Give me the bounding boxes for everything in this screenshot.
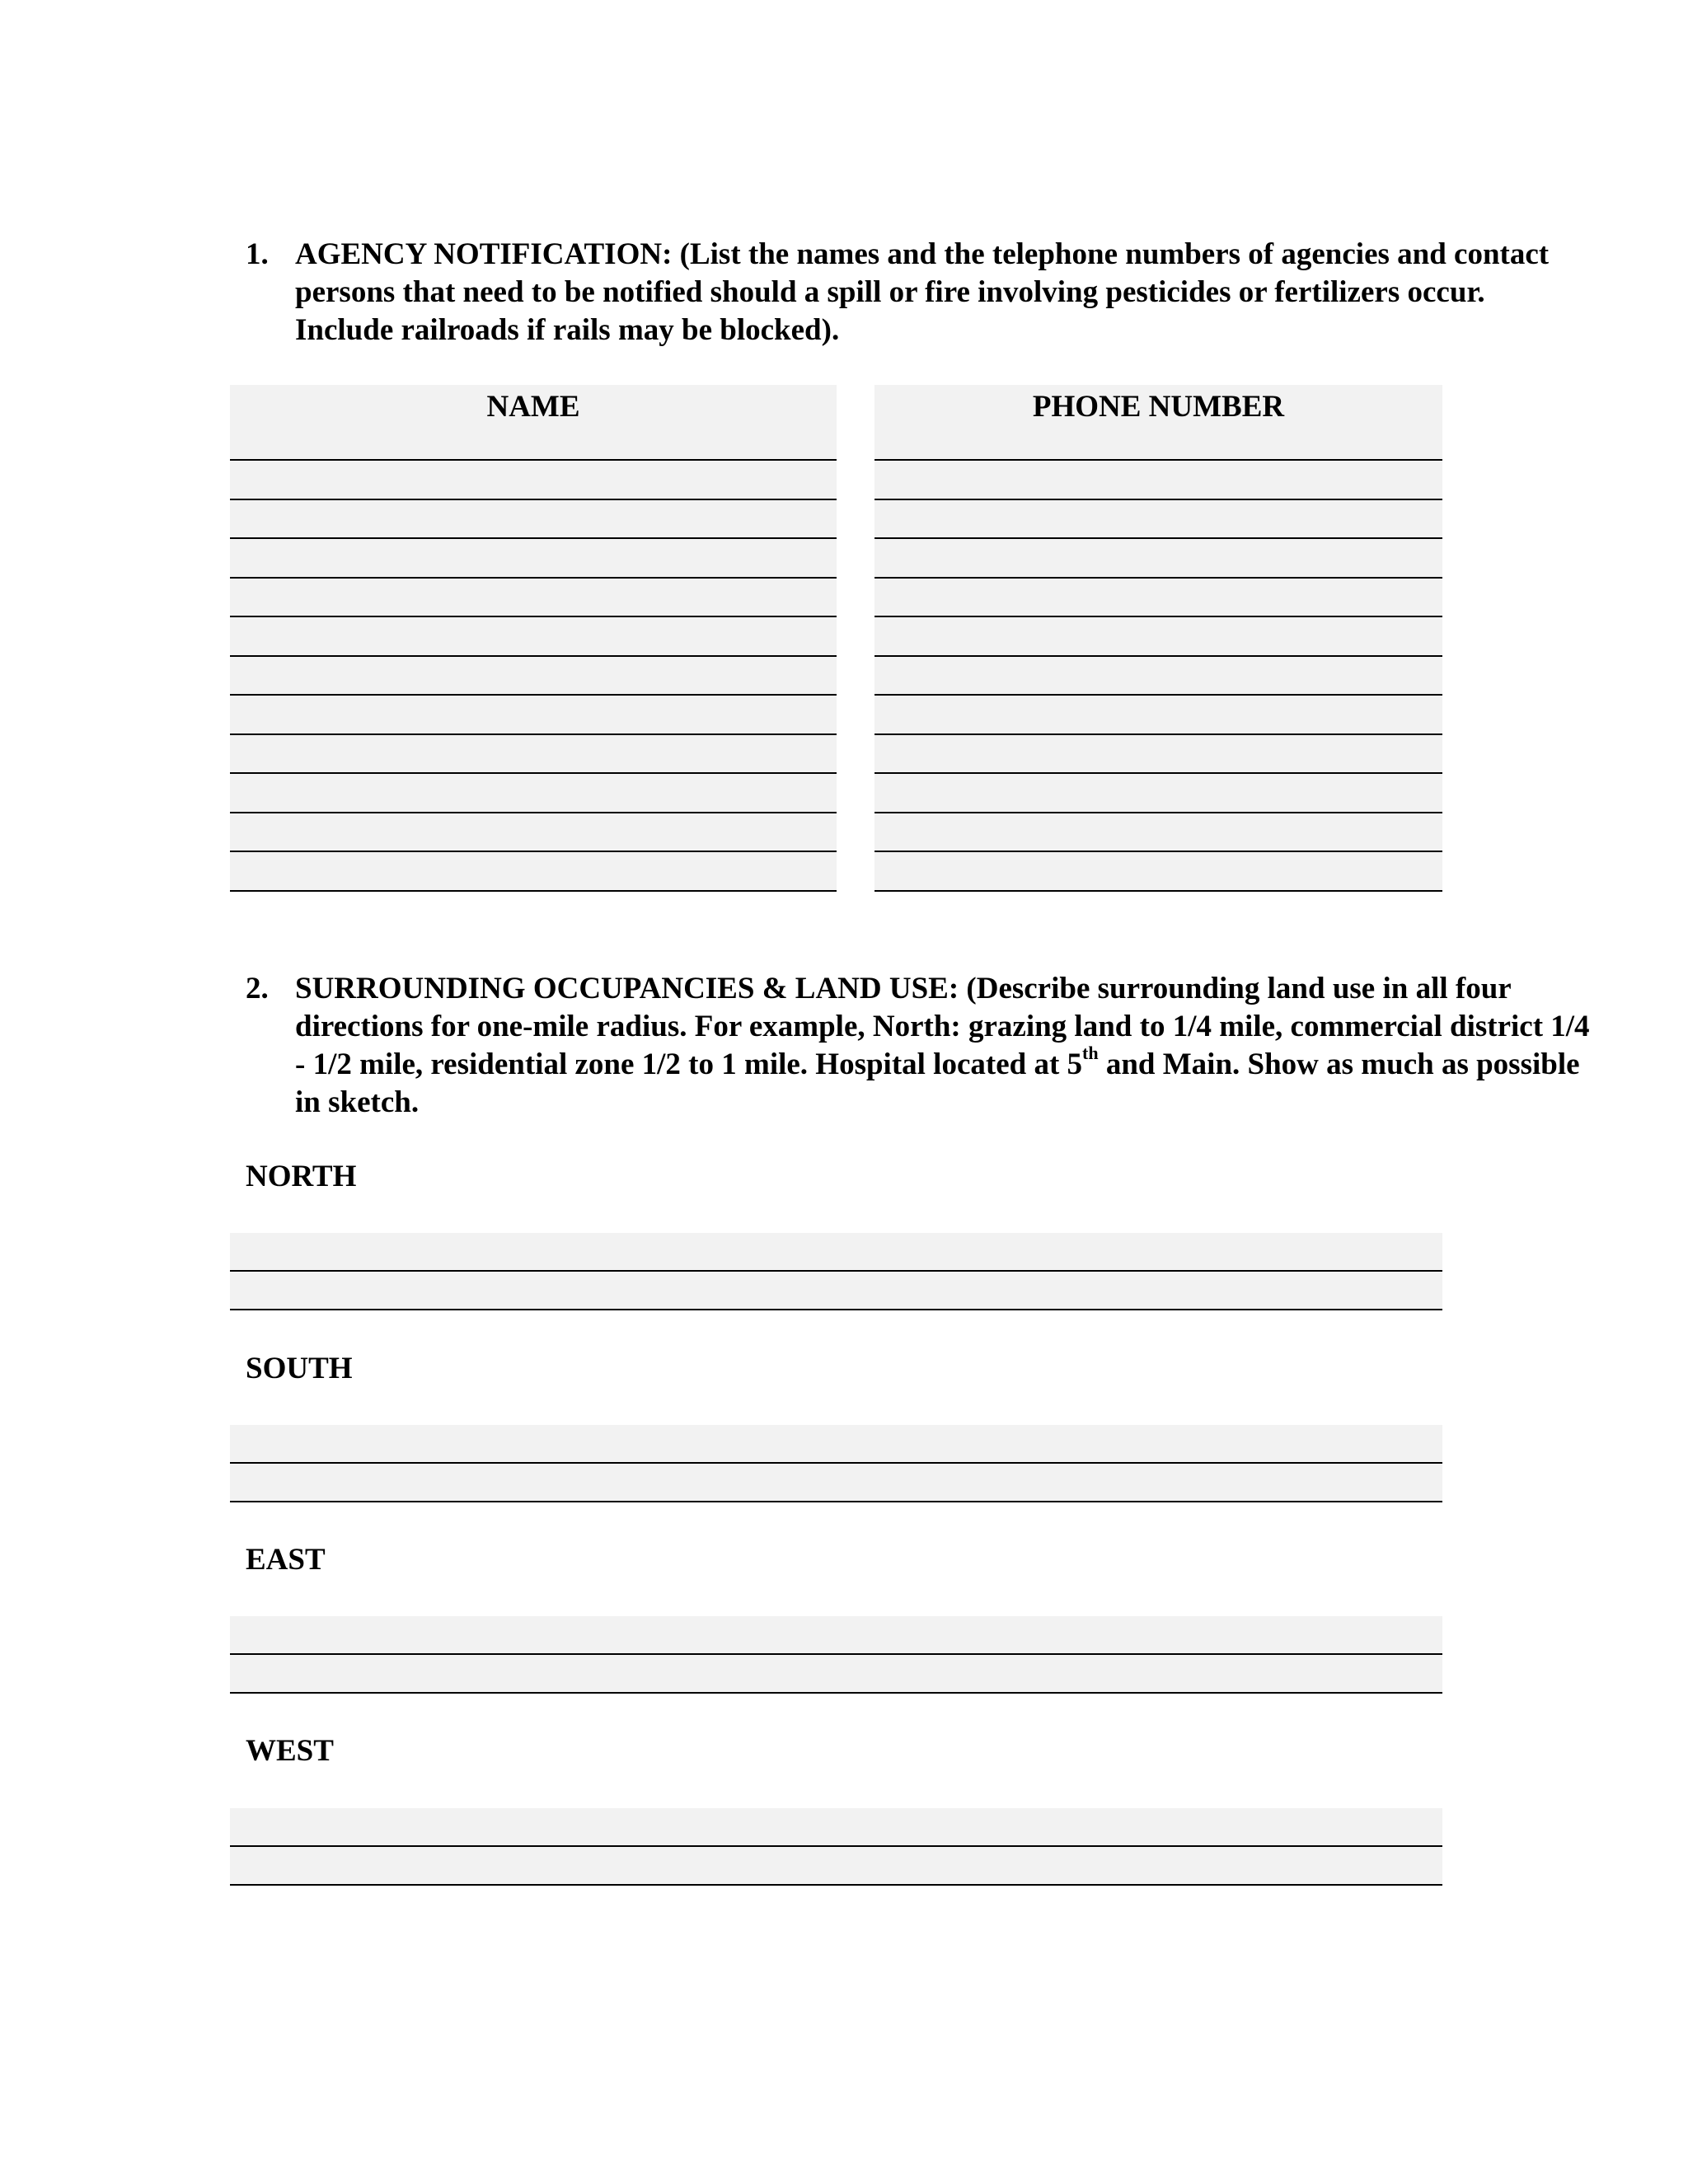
section-1-heading-text: AGENCY NOTIFICATION: (List the names and the telephone numbers of agencies and contact persons that need to be notified should a spill or fire involving pesticides or fertilizers occur. Include railroads if rails may be blocked). xyxy=(295,237,1550,347)
name-entry-line[interactable] xyxy=(230,852,837,892)
east-entry-line[interactable] xyxy=(230,1616,1442,1655)
west-label: WEST xyxy=(246,1734,334,1768)
name-entry-line[interactable] xyxy=(230,579,837,618)
north-entry-line[interactable] xyxy=(230,1233,1442,1272)
phone-entry-line[interactable] xyxy=(874,774,1442,813)
west-lines xyxy=(230,1808,1442,1886)
east-label: EAST xyxy=(246,1543,326,1577)
phone-entry-line[interactable] xyxy=(874,617,1442,657)
name-entry-line[interactable] xyxy=(230,696,837,735)
section-2-heading xyxy=(246,970,1597,1122)
name-entry-line[interactable] xyxy=(230,735,837,775)
section-1-number: 1. xyxy=(246,237,269,271)
name-entry-line[interactable] xyxy=(230,539,837,579)
section-2-heading-text: SURROUNDING OCCUPANCIES & LAND USE: (Describe surrounding land use in all four directions for one-mile radius. For example, North: grazing land to 1/4 mile, commercial district 1/4 - 1/2 mile, residential zone 1/2 to 1 mile. Hospital located at 5th and Main. Show as much as possible in sketch. xyxy=(295,972,1590,1119)
name-column-header: NAME xyxy=(230,385,837,461)
ordinal-superscript: th xyxy=(1082,1043,1099,1063)
north-entry-line[interactable] xyxy=(230,1272,1442,1310)
west-entry-line[interactable] xyxy=(230,1847,1442,1886)
name-entry-line[interactable] xyxy=(230,617,837,657)
phone-entry-line[interactable] xyxy=(874,500,1442,540)
west-entry-line[interactable] xyxy=(230,1808,1442,1847)
name-entry-line[interactable] xyxy=(230,813,837,853)
name-entry-line[interactable] xyxy=(230,774,837,813)
south-entry-line[interactable] xyxy=(230,1464,1442,1502)
phone-entry-line[interactable] xyxy=(874,461,1442,500)
name-column xyxy=(230,385,837,892)
phone-entry-line[interactable] xyxy=(874,813,1442,853)
phone-entry-line[interactable] xyxy=(874,852,1442,892)
phone-entry-line[interactable] xyxy=(874,657,1442,696)
north-label: NORTH xyxy=(246,1160,357,1193)
section-2-number: 2. xyxy=(246,972,269,1005)
north-lines xyxy=(230,1233,1442,1310)
name-entry-line[interactable] xyxy=(230,461,837,500)
phone-entry-line[interactable] xyxy=(874,735,1442,775)
phone-entry-line[interactable] xyxy=(874,579,1442,618)
south-lines xyxy=(230,1425,1442,1502)
south-label: SOUTH xyxy=(246,1352,353,1385)
name-entry-line[interactable] xyxy=(230,657,837,696)
section-1-heading xyxy=(246,236,1581,349)
phone-entry-line[interactable] xyxy=(874,696,1442,735)
east-lines xyxy=(230,1616,1442,1694)
phone-column-header: PHONE NUMBER xyxy=(874,385,1442,461)
phone-column xyxy=(874,385,1442,892)
name-entry-line[interactable] xyxy=(230,500,837,540)
phone-entry-line[interactable] xyxy=(874,539,1442,579)
south-entry-line[interactable] xyxy=(230,1425,1442,1464)
east-entry-line[interactable] xyxy=(230,1655,1442,1694)
